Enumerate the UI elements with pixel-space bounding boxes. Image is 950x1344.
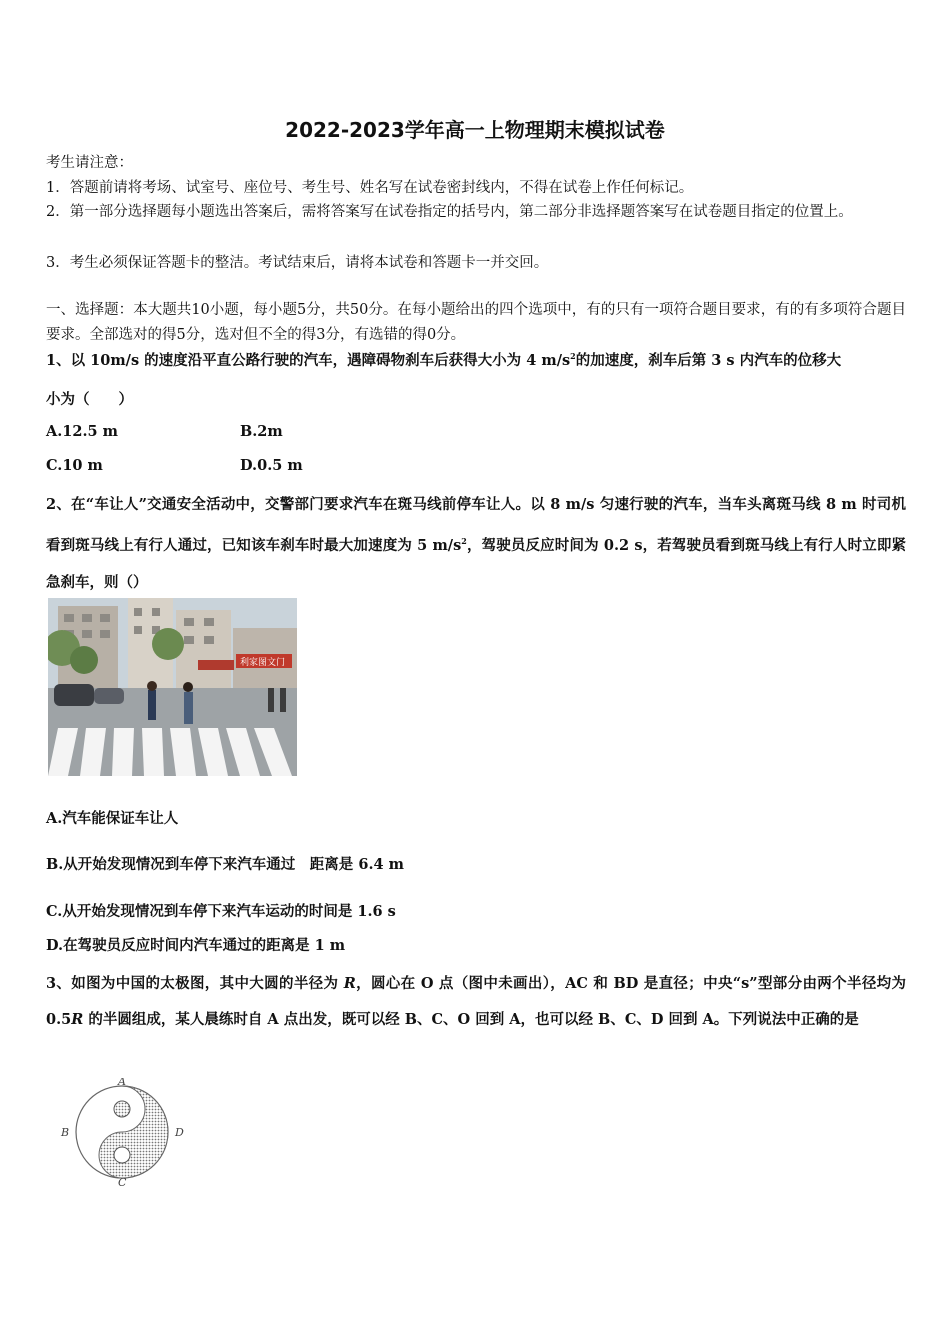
section-1-heading: 一、选择题：本大题共10小题，每小题5分，共50分。在每小题给出的四个选项中，有的只有一项符合题目要求，有的有多项符合题目要求。全部选对的得5分，选对但不全的得3分，有选错的得0分。 bbox=[46, 302, 906, 343]
question-3-stem-part-b: ，圆心在 O 点（图中未画出），AC 和 BD 是直径；中央“s”型部分由两个半径均为 0.5 bbox=[46, 975, 906, 1028]
crosswalk-photo bbox=[48, 598, 297, 776]
question-3-stem-r: R bbox=[343, 975, 356, 992]
question-1-option-c: C.10 m bbox=[46, 457, 103, 474]
question-3-stem-r2: R bbox=[71, 1011, 84, 1028]
question-1-stem-continued: 小为（ ） bbox=[46, 391, 133, 408]
page-title: 2022-2023学年高一上物理期末模拟试卷 bbox=[285, 118, 665, 142]
question-2-stem-part-a: 2、在“车让人”交通安全活动中，交警部门要求汽车在斑马线前停车让人。以 8 m/s 匀速行驶的汽车，当车头离斑马线 8 m 时司机看到斑马线上有行人通过，已知该车刹车时最大加速度为 5 m/s bbox=[46, 496, 906, 554]
taiji-label-a: A bbox=[118, 1078, 126, 1088]
notice-item-2: 2．第一部分选择题每小题选出答案后，需将答案写在试卷指定的括号内，第二部分非选择题答案写在试卷题目指定的位置上。 bbox=[46, 204, 853, 220]
question-1-option-b: B.2m bbox=[240, 423, 283, 440]
question-1-option-a: A.12.5 m bbox=[46, 423, 119, 440]
taiji-label-c: C bbox=[118, 1176, 127, 1186]
question-3-stem-part-c: 的半圆组成，某人晨练时自 A 点出发，既可以经 B、C、O 回到 A，也可以经 B、C、D 回到 A。下列说法中正确的是 bbox=[83, 1011, 859, 1028]
question-2-option-d: D.在驾驶员反应时间内汽车通过的距离是 1 m bbox=[46, 937, 346, 954]
notice-item-3: 3．考生必须保证答题卡的整洁。考试结束后，请将本试卷和答题卡一并交回。 bbox=[46, 255, 549, 271]
question-3-stem-part-a: 3、如图为中国的太极图，其中大圆的半径为 bbox=[46, 975, 344, 992]
taiji-label-b: B bbox=[61, 1126, 70, 1139]
question-2-stem-sup: 2 bbox=[461, 536, 467, 546]
taiji-diagram bbox=[58, 1078, 194, 1186]
question-1-stem bbox=[46, 349, 841, 370]
question-2-option-c: C.从开始发现情况到车停下来汽车运动的时间是 1.6 s bbox=[46, 903, 396, 920]
question-2-option-b: B.从开始发现情况到车停下来汽车通过 距离是 6.4 m bbox=[46, 856, 404, 873]
question-1-stem-part-b: 的加速度，刹车后第 3 s 内汽车的位移大 bbox=[575, 352, 842, 369]
question-1-stem-sup: 2 bbox=[570, 351, 576, 361]
question-2-option-a: A.汽车能保证车让人 bbox=[46, 810, 179, 827]
notice-item-1: 1．答题前请将考场、试室号、座位号、考生号、姓名写在试卷密封线内，不得在试卷上作任何标记。 bbox=[46, 180, 694, 196]
taiji-label-d: D bbox=[175, 1126, 184, 1139]
question-1-stem-part-a: 1、以 10m/s 的速度沿平直公路行驶的汽车，遇障碍物刹车后获得大小为 4 m/s bbox=[46, 352, 571, 369]
question-2-stem bbox=[46, 486, 906, 601]
notice-heading: 考生请注意： bbox=[46, 155, 133, 171]
shop-sign-text: 利家图文门 bbox=[240, 658, 286, 668]
question-2-stem-part-b: ，驾驶员反应时间为 0.2 s，若驾驶员看到斑马线上有行人时立即紧急刹车，则（） bbox=[46, 537, 906, 591]
question-3-stem bbox=[46, 966, 906, 1038]
question-1-option-d: D.0.5 m bbox=[240, 457, 303, 474]
